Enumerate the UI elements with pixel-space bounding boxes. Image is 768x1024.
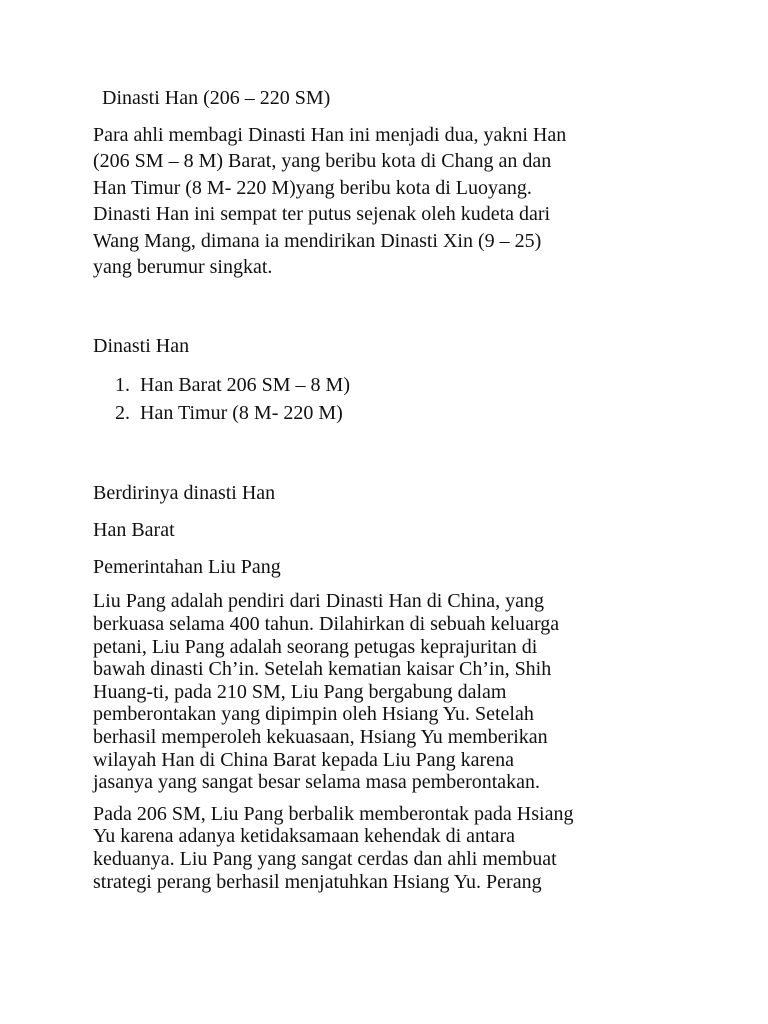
paragraph-line: jasanya yang sangat besar selama masa pemberontakan. bbox=[93, 771, 541, 794]
list-item-number: 1. bbox=[115, 374, 130, 397]
paragraph-line: Huang-ti, pada 210 SM, Liu Pang bergabung dalam bbox=[93, 680, 507, 703]
paragraph-line: Yu karena adanya ketidaksamaan kehendak di antara bbox=[93, 825, 516, 848]
paragraph-line: petani, Liu Pang adalah seorang petugas keprajuritan di bbox=[93, 635, 538, 658]
paragraph-line: Pada 206 SM, Liu Pang berbalik memberontak pada Hsiang bbox=[93, 802, 574, 825]
intro-line: Wang Mang, dimana ia mendirikan Dinasti Xin (9 – 25) bbox=[93, 229, 542, 252]
list-item bbox=[93, 399, 683, 427]
list-item bbox=[93, 371, 683, 399]
dynasty-list bbox=[93, 371, 683, 427]
liu-pang-paragraph bbox=[93, 590, 683, 793]
intro-line: Para ahli membagi Dinasti Han ini menjadi dua, yakni Han bbox=[93, 124, 567, 146]
document-title: Dinasti Han (206 – 220 SM) bbox=[97, 87, 331, 109]
paragraph-line: pemberontakan yang dipimpin oleh Hsiang Yu. Setelah bbox=[93, 703, 534, 726]
paragraph-line: strategi perang berhasil menjatuhkan Hsiang Yu. Perang bbox=[93, 870, 542, 893]
paragraph-line: keduanya. Liu Pang yang sangat cerdas dan ahli membuat bbox=[93, 847, 557, 870]
intro-line: yang berumur singkat. bbox=[93, 256, 273, 279]
intro-line: (206 SM – 8 M) Barat, yang beribu kota di Chang an dan bbox=[93, 150, 552, 173]
rebellion-paragraph bbox=[93, 803, 683, 893]
paragraph-line: wilayah Han di China Barat kepada Liu Pang karena bbox=[93, 748, 514, 771]
paragraph-line: berkuasa selama 400 tahun. Dilahirkan di sebuah keluarga bbox=[93, 613, 560, 636]
paragraph-line: berhasil memperoleh kekuasaan, Hsiang Yu memberikan bbox=[93, 726, 548, 748]
list-heading: Dinasti Han bbox=[93, 335, 190, 358]
reign-heading: Pemerintahan Liu Pang bbox=[93, 556, 281, 579]
founding-heading: Berdirinya dinasti Han bbox=[93, 482, 276, 505]
paragraph-line: Liu Pang adalah pendiri dari Dinasti Han di China, yang bbox=[93, 590, 545, 613]
intro-paragraph bbox=[93, 122, 683, 280]
document-page bbox=[93, 84, 683, 893]
list-item-text: Han Barat 206 SM – 8 M) bbox=[140, 374, 350, 397]
list-item-number: 2. bbox=[115, 402, 130, 425]
intro-line: Dinasti Han ini sempat ter putus sejenak oleh kudeta dari bbox=[93, 203, 551, 226]
paragraph-line: bawah dinasti Ch’in. Setelah kematian kaisar Ch’in, Shih bbox=[93, 658, 552, 681]
list-item-text: Han Timur (8 M- 220 M) bbox=[140, 402, 343, 425]
west-han-heading: Han Barat bbox=[93, 519, 175, 542]
intro-line: Han Timur (8 M- 220 M)yang beribu kota di Luoyang. bbox=[93, 176, 532, 199]
